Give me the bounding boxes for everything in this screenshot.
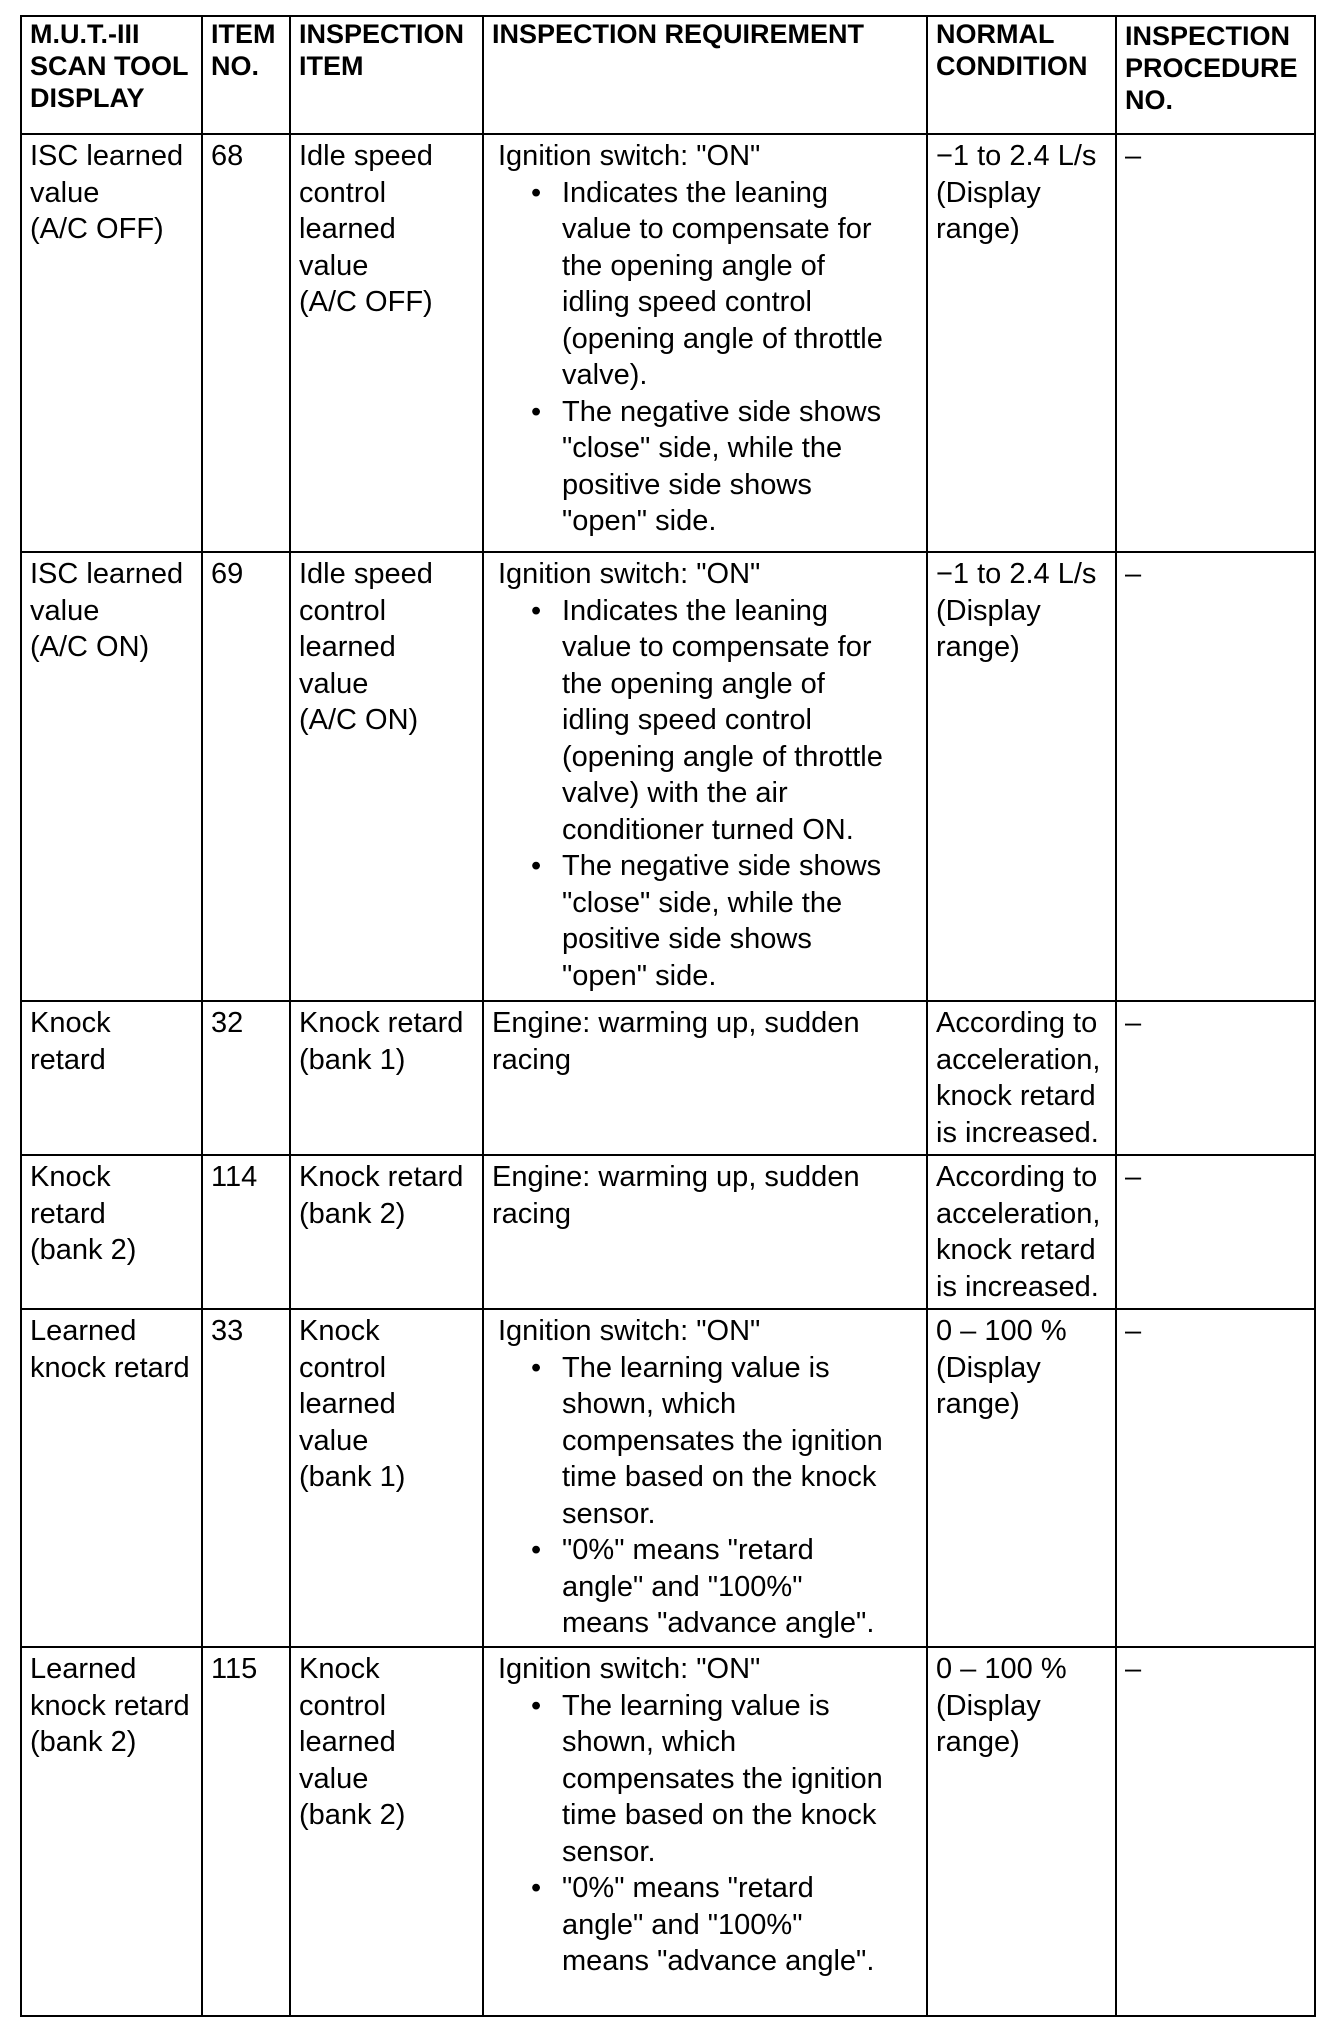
text-line: Learned [30, 1653, 137, 1685]
cell-inspection-item [290, 552, 483, 1001]
text-line: (bank 2) [30, 1234, 137, 1266]
cell-inspection-item [290, 1155, 483, 1309]
cell-normal-condition [927, 134, 1116, 552]
cell-normal-condition [927, 1309, 1116, 1647]
inspection-table [20, 15, 1316, 2017]
list-item [562, 175, 918, 394]
text-line: time based on the knock [562, 1461, 877, 1493]
text-line: "0%" means "retard [562, 1534, 814, 1566]
header-line: CONDITION [936, 51, 1088, 81]
cell-item-no: 33 [202, 1309, 290, 1647]
requirement-bullets [498, 593, 918, 995]
text-line: learned [299, 1726, 396, 1758]
requirement-bullets [498, 1350, 918, 1642]
cell-display [21, 134, 202, 552]
text-line: shown, which [562, 1388, 737, 1420]
table-row [21, 1309, 1315, 1647]
text-line: value [299, 1424, 369, 1457]
text-line: 0 – 100 % [936, 1653, 1067, 1685]
text-line: value [30, 594, 100, 627]
text-line: Idle speed [299, 558, 433, 590]
text-line: Knock [30, 1007, 111, 1039]
cell-normal-condition [927, 1155, 1116, 1309]
cell-display [21, 1309, 202, 1647]
text-line: sensor. [562, 1497, 656, 1530]
cell-procedure-no: – [1116, 1155, 1315, 1309]
text-line: control [299, 594, 387, 627]
header-line: NO. [211, 51, 260, 81]
text-line: (bank 2) [299, 1799, 406, 1831]
text-line: the opening angle of [562, 249, 825, 282]
text-line: compensates the ignition [562, 1762, 883, 1795]
text-line: knock retard [30, 1351, 190, 1384]
cell-item-no: 115 [202, 1647, 290, 2016]
text-line: According to [936, 1161, 1098, 1193]
text-line: racing [492, 1043, 571, 1076]
text-line: (A/C OFF) [30, 213, 164, 245]
table-row [21, 1155, 1315, 1309]
text-line: valve). [562, 359, 648, 391]
text-line: The learning value is [562, 1351, 830, 1384]
text-line: 0 – 100 % [936, 1315, 1067, 1347]
text-line: Knock [299, 1315, 380, 1347]
text-line: angle" and "100%" [562, 1908, 803, 1941]
text-line: ISC learned [30, 140, 184, 172]
list-item [562, 1532, 918, 1642]
cell-procedure-no: – [1116, 134, 1315, 552]
text-line: is increased. [936, 1116, 1099, 1149]
text-line: (bank 1) [299, 1043, 406, 1076]
header-line: NO. [1125, 85, 1174, 115]
header-inspection-item [290, 16, 483, 134]
text-line: (A/C ON) [30, 631, 150, 663]
text-line: sensor. [562, 1835, 656, 1868]
cell-procedure-no: – [1116, 1309, 1315, 1647]
header-line: PROCEDURE [1125, 53, 1298, 83]
text-line: ISC learned [30, 558, 184, 590]
text-line: is increased. [936, 1270, 1099, 1303]
text-line: Indicates the leaning [562, 594, 829, 627]
cell-inspection-item [290, 1647, 483, 2016]
text-line: "0%" means "retard [562, 1872, 814, 1904]
cell-inspection-item [290, 1309, 483, 1647]
text-line: means "advance angle". [562, 1945, 875, 1977]
text-line: time based on the knock [562, 1799, 877, 1831]
list-item [562, 593, 918, 849]
text-line: Engine: warming up, sudden [492, 1007, 860, 1039]
text-line: knock retard [936, 1080, 1096, 1112]
text-line: learned [299, 1388, 396, 1420]
header-inspection-procedure-no [1116, 16, 1315, 134]
list-item [562, 848, 918, 994]
header-line: INSPECTION [1125, 21, 1291, 51]
cell-inspection-requirement [483, 1001, 927, 1155]
text-line: "close" side, while the [562, 432, 843, 464]
text-line: Knock retard [299, 1007, 464, 1039]
text-line: control [299, 176, 387, 209]
text-line: (Display [936, 594, 1041, 627]
header-normal-condition [927, 16, 1116, 134]
requirement-condition: Ignition switch: "ON" [498, 140, 761, 172]
text-line: value to compensate for [562, 213, 872, 245]
text-line: The negative side shows [562, 395, 882, 428]
text-line: "open" side. [562, 959, 717, 992]
text-line: (A/C ON) [299, 704, 419, 736]
cell-procedure-no: – [1116, 1647, 1315, 2016]
text-line: acceleration, [936, 1043, 1101, 1076]
text-line: (opening angle of throttle [562, 740, 883, 773]
text-line: (opening angle of throttle [562, 322, 883, 355]
text-line: The learning value is [562, 1689, 830, 1722]
header-scan-tool-display [21, 16, 202, 134]
text-line: learned [299, 631, 396, 663]
text-line: (bank 2) [30, 1726, 137, 1758]
text-line: learned [299, 213, 396, 245]
header-line: ITEM [299, 51, 364, 81]
cell-procedure-no: – [1116, 552, 1315, 1001]
text-line: racing [492, 1197, 571, 1230]
table-row [21, 1647, 1315, 2016]
text-line: positive side shows [562, 923, 812, 955]
text-line: (Display [936, 1351, 1041, 1384]
header-line: INSPECTION [299, 19, 465, 49]
text-line: value [299, 667, 369, 700]
text-line: acceleration, [936, 1197, 1101, 1230]
text-line: Knock retard [299, 1161, 464, 1193]
cell-item-no: 68 [202, 134, 290, 552]
text-line: range) [936, 1726, 1020, 1758]
text-line: According to [936, 1007, 1098, 1039]
text-line: positive side shows [562, 468, 812, 501]
text-line: the opening angle of [562, 667, 825, 700]
list-item [562, 1350, 918, 1533]
list-item [562, 1688, 918, 1871]
header-line: M.U.T.-III [30, 19, 140, 49]
text-line: Idle speed [299, 140, 433, 172]
cell-normal-condition [927, 552, 1116, 1001]
text-line: idling speed control [562, 704, 812, 736]
text-line: (Display [936, 1689, 1041, 1722]
text-line: angle" and "100%" [562, 1570, 803, 1603]
table-row [21, 552, 1315, 1001]
cell-inspection-requirement [483, 552, 927, 1001]
requirement-condition: Ignition switch: "ON" [498, 1315, 761, 1347]
text-line: Engine: warming up, sudden [492, 1161, 860, 1193]
requirement-condition: Ignition switch: "ON" [498, 1653, 761, 1685]
text-line: retard [30, 1197, 106, 1230]
text-line: knock retard [30, 1689, 190, 1722]
header-row [21, 16, 1315, 134]
text-line: conditioner turned ON. [562, 813, 854, 846]
cell-item-no: 32 [202, 1001, 290, 1155]
header-line: NORMAL [936, 19, 1055, 49]
cell-procedure-no: – [1116, 1001, 1315, 1155]
cell-display [21, 1647, 202, 2016]
cell-display [21, 1001, 202, 1155]
cell-item-no: 69 [202, 552, 290, 1001]
cell-inspection-requirement [483, 1647, 927, 2016]
header-inspection-requirement [483, 16, 927, 134]
text-line: Learned [30, 1315, 137, 1347]
text-line: The negative side shows [562, 850, 882, 882]
cell-normal-condition [927, 1001, 1116, 1155]
text-line: range) [936, 213, 1020, 245]
table-row [21, 1001, 1315, 1155]
requirement-bullets [498, 175, 918, 540]
cell-display [21, 552, 202, 1001]
cell-inspection-requirement [483, 1309, 927, 1647]
text-line: idling speed control [562, 286, 812, 318]
text-line: (A/C OFF) [299, 286, 433, 318]
header-line: ITEM [211, 19, 276, 49]
text-line: value to compensate for [562, 631, 872, 663]
cell-inspection-requirement [483, 134, 927, 552]
text-line: compensates the ignition [562, 1424, 883, 1457]
text-line: valve) with the air [562, 777, 788, 809]
list-item [562, 1870, 918, 1980]
requirement-bullets [498, 1688, 918, 1980]
text-line: Knock [30, 1161, 111, 1193]
text-line: Indicates the leaning [562, 176, 829, 209]
text-line: (bank 2) [299, 1197, 406, 1230]
text-line: control [299, 1351, 387, 1384]
text-line: retard [30, 1043, 106, 1076]
header-line: SCAN TOOL [30, 51, 189, 81]
list-item [562, 394, 918, 540]
text-line: (Display [936, 176, 1041, 209]
cell-inspection-item [290, 134, 483, 552]
text-line: value [299, 249, 369, 282]
text-line: "close" side, while the [562, 886, 843, 919]
text-line: knock retard [936, 1234, 1096, 1266]
cell-display [21, 1155, 202, 1309]
text-line: value [299, 1762, 369, 1795]
text-line: means "advance angle". [562, 1607, 875, 1639]
text-line: −1 to 2.4 L/s [936, 140, 1097, 172]
cell-item-no: 114 [202, 1155, 290, 1309]
requirement-condition: Ignition switch: "ON" [498, 558, 761, 590]
text-line: range) [936, 631, 1020, 663]
text-line: range) [936, 1388, 1020, 1420]
text-line: Knock [299, 1653, 380, 1685]
header-item-no [202, 16, 290, 134]
cell-normal-condition [927, 1647, 1116, 2016]
text-line: control [299, 1689, 387, 1722]
cell-inspection-item [290, 1001, 483, 1155]
header-line: INSPECTION REQUIREMENT [492, 19, 865, 49]
text-line: "open" side. [562, 505, 717, 537]
text-line: −1 to 2.4 L/s [936, 558, 1097, 590]
table-row [21, 134, 1315, 552]
text-line: value [30, 176, 100, 209]
text-line: shown, which [562, 1726, 737, 1758]
cell-inspection-requirement [483, 1155, 927, 1309]
text-line: (bank 1) [299, 1461, 406, 1493]
header-line: DISPLAY [30, 83, 145, 113]
